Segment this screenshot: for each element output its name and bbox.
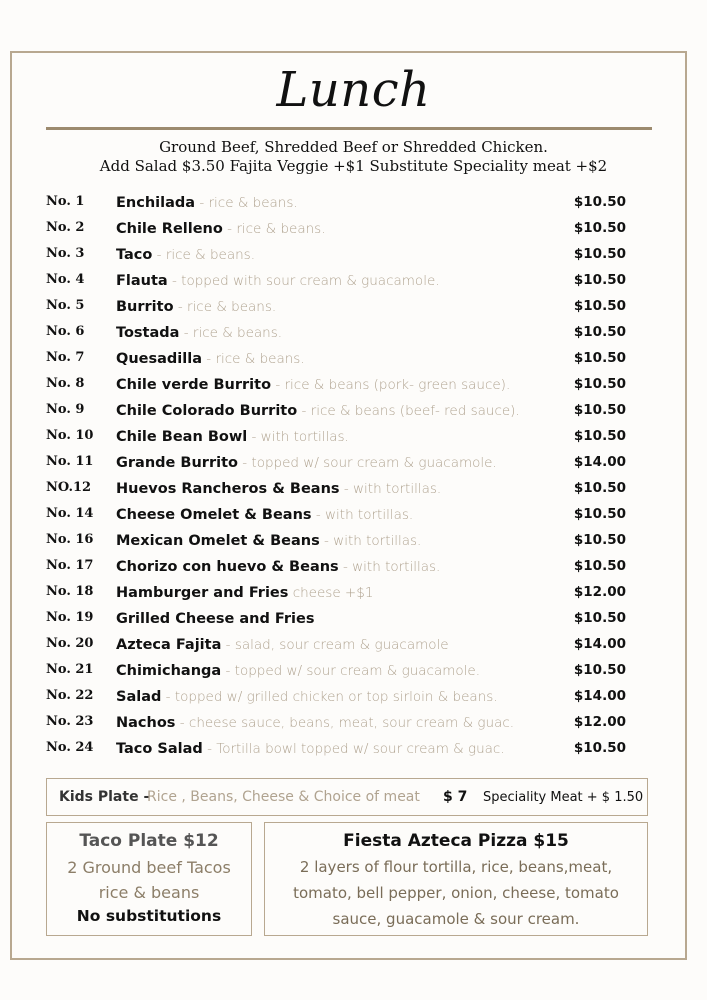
menu-item <box>46 296 626 322</box>
pizza-line-1: 2 layers of flour tortilla, rice, beans,meat, <box>299 858 613 876</box>
menu-item-price: $14.00 <box>573 454 626 470</box>
menu-item-description: - rice & beans. <box>195 195 298 211</box>
menu-item-text <box>116 530 421 551</box>
menu-item-name: Huevos Rancheros & Beans <box>116 481 340 497</box>
menu-item-description: - topped w/ sour cream & guacamole. <box>221 663 480 679</box>
menu-item-description: - salad, sour cream & guacamole <box>221 637 449 653</box>
menu-item-text <box>116 296 276 317</box>
menu-item-text <box>116 374 510 395</box>
menu-item-price: $10.50 <box>573 376 626 392</box>
menu-item-description: - Tortilla bowl topped w/ sour cream & guac. <box>202 741 505 757</box>
menu-item <box>46 400 626 426</box>
menu-item-name: Nachos <box>116 715 176 731</box>
menu-item-text <box>116 270 440 291</box>
kids-plate-box <box>46 778 648 816</box>
menu-item-number: No. 8 <box>46 376 85 391</box>
menu-item-price: $14.00 <box>573 688 626 704</box>
menu-item-price: $10.50 <box>573 610 626 626</box>
menu-item-name: Chile Colorado Burrito <box>116 403 298 419</box>
menu-item-name: Grande Burrito <box>116 455 238 471</box>
menu-item-name: Mexican Omelet & Beans <box>116 533 320 549</box>
menu-item-text <box>116 738 505 759</box>
menu-item-text <box>116 556 440 577</box>
menu-item-description: - with tortillas. <box>311 507 414 523</box>
menu-item-number: No. 14 <box>46 506 94 521</box>
menu-item-description: - topped w/ sour cream & guacamole. <box>237 455 497 471</box>
menu-item-number: No. 22 <box>46 688 94 703</box>
menu-item-price: $10.50 <box>573 740 626 756</box>
menu-item-price: $12.00 <box>573 584 626 600</box>
menu-item-name: Cheese Omelet & Beans <box>116 507 312 523</box>
menu-item-text <box>116 452 497 473</box>
menu-item <box>46 530 626 556</box>
menu-item-price: $10.50 <box>573 402 626 418</box>
menu-item-price: $10.50 <box>573 324 626 340</box>
menu-item-text <box>116 348 305 369</box>
menu-item-description: - rice & beans. <box>201 351 305 367</box>
title-divider <box>46 127 652 130</box>
kids-plate-price: $ 7 <box>443 789 468 805</box>
menu-item-price: $10.50 <box>573 506 626 522</box>
menu-item-price: $10.50 <box>573 298 626 314</box>
menu-item-name: Grilled Cheese and Fries <box>116 611 315 627</box>
menu-item-text <box>116 504 413 525</box>
menu-item-number: No. 11 <box>46 454 94 469</box>
taco-plate-note: No substitutions <box>76 907 222 925</box>
menu-item-number: No. 7 <box>46 350 85 365</box>
menu-item-number: No. 1 <box>46 194 85 209</box>
menu-item-description: cheese +$1 <box>288 585 374 601</box>
menu-item-number: No. 17 <box>46 558 94 573</box>
menu-item <box>46 582 626 608</box>
menu-item-text <box>116 244 255 265</box>
menu-item-number: No. 16 <box>46 532 94 547</box>
menu-item-description: - topped w/ grilled chicken or top sirloin & beans. <box>161 689 498 705</box>
menu-item-description: - with tortillas. <box>247 429 349 445</box>
menu-item-number: No. 20 <box>46 636 94 651</box>
menu-item-description: - topped with sour cream & guacamole. <box>167 273 440 289</box>
menu-item <box>46 556 626 582</box>
menu-item-name: Taco <box>116 247 153 263</box>
menu-item-name: Chile Bean Bowl <box>116 429 248 445</box>
menu-item-number: No. 5 <box>46 298 85 313</box>
menu-item-text <box>116 686 498 707</box>
menu-item-description: - with tortillas. <box>339 481 442 497</box>
menu-item-text <box>116 400 520 421</box>
taco-plate-box <box>46 822 252 936</box>
menu-item-text <box>116 712 514 733</box>
menu-item-price: $10.50 <box>573 220 626 236</box>
menu-item <box>46 634 626 660</box>
subtitle-line-1: Ground Beef, Shredded Beef or Shredded Chicken. <box>159 138 548 156</box>
menu-item <box>46 660 626 686</box>
pizza-title: Fiesta Azteca Pizza $15 <box>343 831 569 851</box>
menu-item <box>46 218 626 244</box>
menu-item-price: $10.50 <box>573 272 626 288</box>
menu-item-name: Chorizo con huevo & Beans <box>116 559 339 575</box>
pizza-line-3: sauce, guacamole & sour cream. <box>332 910 580 928</box>
menu-item-price: $10.50 <box>573 532 626 548</box>
taco-plate-line-2: rice & beans <box>98 883 200 902</box>
menu-item-name: Chimichanga <box>116 663 222 679</box>
menu-item <box>46 712 626 738</box>
taco-plate-line-1: 2 Ground beef Tacos <box>67 858 231 877</box>
menu-item-description: - rice & beans. <box>179 325 283 341</box>
kids-plate-label: Kids Plate - <box>59 789 150 805</box>
menu-item-description: - rice & beans (pork- green sauce). <box>271 377 511 393</box>
menu-item-name: Salad <box>116 689 162 705</box>
menu-item-name: Enchilada <box>116 195 196 211</box>
menu-item-price: $10.50 <box>573 558 626 574</box>
menu-item-description: - rice & beans. <box>173 299 277 315</box>
menu-item-price: $12.00 <box>573 714 626 730</box>
menu-item-number: No. 23 <box>46 714 94 729</box>
menu-item-name: Flauta <box>116 273 168 289</box>
menu-item-price: $10.50 <box>573 428 626 444</box>
menu-item-number: No. 2 <box>46 220 85 235</box>
menu-item-description: - with tortillas. <box>338 559 441 575</box>
menu-item-number: No. 3 <box>46 246 85 261</box>
menu-item-name: Taco Salad <box>116 741 203 757</box>
menu-item-number: No. 10 <box>46 428 94 443</box>
menu-item-description: - rice & beans. <box>222 221 326 237</box>
menu-item-name: Quesadilla <box>116 351 202 367</box>
menu-item-number: No. 18 <box>46 584 94 599</box>
menu-item-name: Tostada <box>116 325 180 341</box>
menu-item-name: Burrito <box>116 299 174 315</box>
kids-speciality-meat: Speciality Meat + $ 1.50 <box>483 790 644 805</box>
menu-item-text <box>116 218 325 239</box>
menu-item-description: - rice & beans. <box>152 247 255 263</box>
menu-item-name: Chile Relleno <box>116 221 223 237</box>
menu-item-name: Chile verde Burrito <box>116 377 272 393</box>
pizza-box <box>264 822 648 936</box>
menu-item-number: No. 24 <box>46 740 94 755</box>
menu-item <box>46 270 626 296</box>
menu-item-text <box>116 478 441 499</box>
menu-item-price: $10.50 <box>573 480 626 496</box>
menu-item-description: - with tortillas. <box>319 533 422 549</box>
menu-item-price: $10.50 <box>573 662 626 678</box>
menu-item-text <box>116 608 314 629</box>
menu-item-price: $10.50 <box>573 246 626 262</box>
menu-item-text <box>116 660 480 681</box>
menu-item-text <box>116 634 449 655</box>
subtitle-line-2: Add Salad $3.50 Fajita Veggie +$1 Substitute Speciality meat +$2 <box>99 157 608 175</box>
menu-item <box>46 738 626 764</box>
menu-item-price: $14.00 <box>573 636 626 652</box>
pizza-line-2: tomato, bell pepper, onion, cheese, tomato <box>293 884 619 902</box>
menu-item <box>46 348 626 374</box>
menu-item-number: No. 19 <box>46 610 94 625</box>
menu-list <box>46 192 626 764</box>
menu-item <box>46 686 626 712</box>
menu-item-price: $10.50 <box>573 350 626 366</box>
menu-item-name: Hamburger and Fries <box>116 585 289 601</box>
menu-item-name: Azteca Fajita <box>116 637 222 653</box>
menu-item <box>46 452 626 478</box>
menu-item-text <box>116 426 349 447</box>
page-title: Lunch <box>276 62 431 118</box>
menu-item-number: No. 21 <box>46 662 94 677</box>
menu-item-text <box>116 322 282 343</box>
menu-item-number: No. 9 <box>46 402 85 417</box>
menu-item <box>46 244 626 270</box>
menu-item-text <box>116 192 298 213</box>
taco-plate-title: Taco Plate $12 <box>79 831 219 851</box>
menu-item <box>46 426 626 452</box>
menu-item-number: No. 6 <box>46 324 85 339</box>
menu-item-price: $10.50 <box>573 194 626 210</box>
menu-item <box>46 322 626 348</box>
menu-item-text <box>116 582 373 603</box>
menu-item <box>46 608 626 634</box>
menu-item-number: NO.12 <box>46 480 92 495</box>
menu-item-description: - rice & beans (beef- red sauce). <box>297 403 520 419</box>
kids-plate-description: Rice , Beans, Cheese & Choice of meat <box>147 789 420 805</box>
menu-item <box>46 478 626 504</box>
menu-item-number: No. 4 <box>46 272 85 287</box>
menu-item <box>46 374 626 400</box>
menu-item <box>46 504 626 530</box>
menu-item-description: - cheese sauce, beans, meat, sour cream & guac. <box>175 715 515 731</box>
menu-item <box>46 192 626 218</box>
